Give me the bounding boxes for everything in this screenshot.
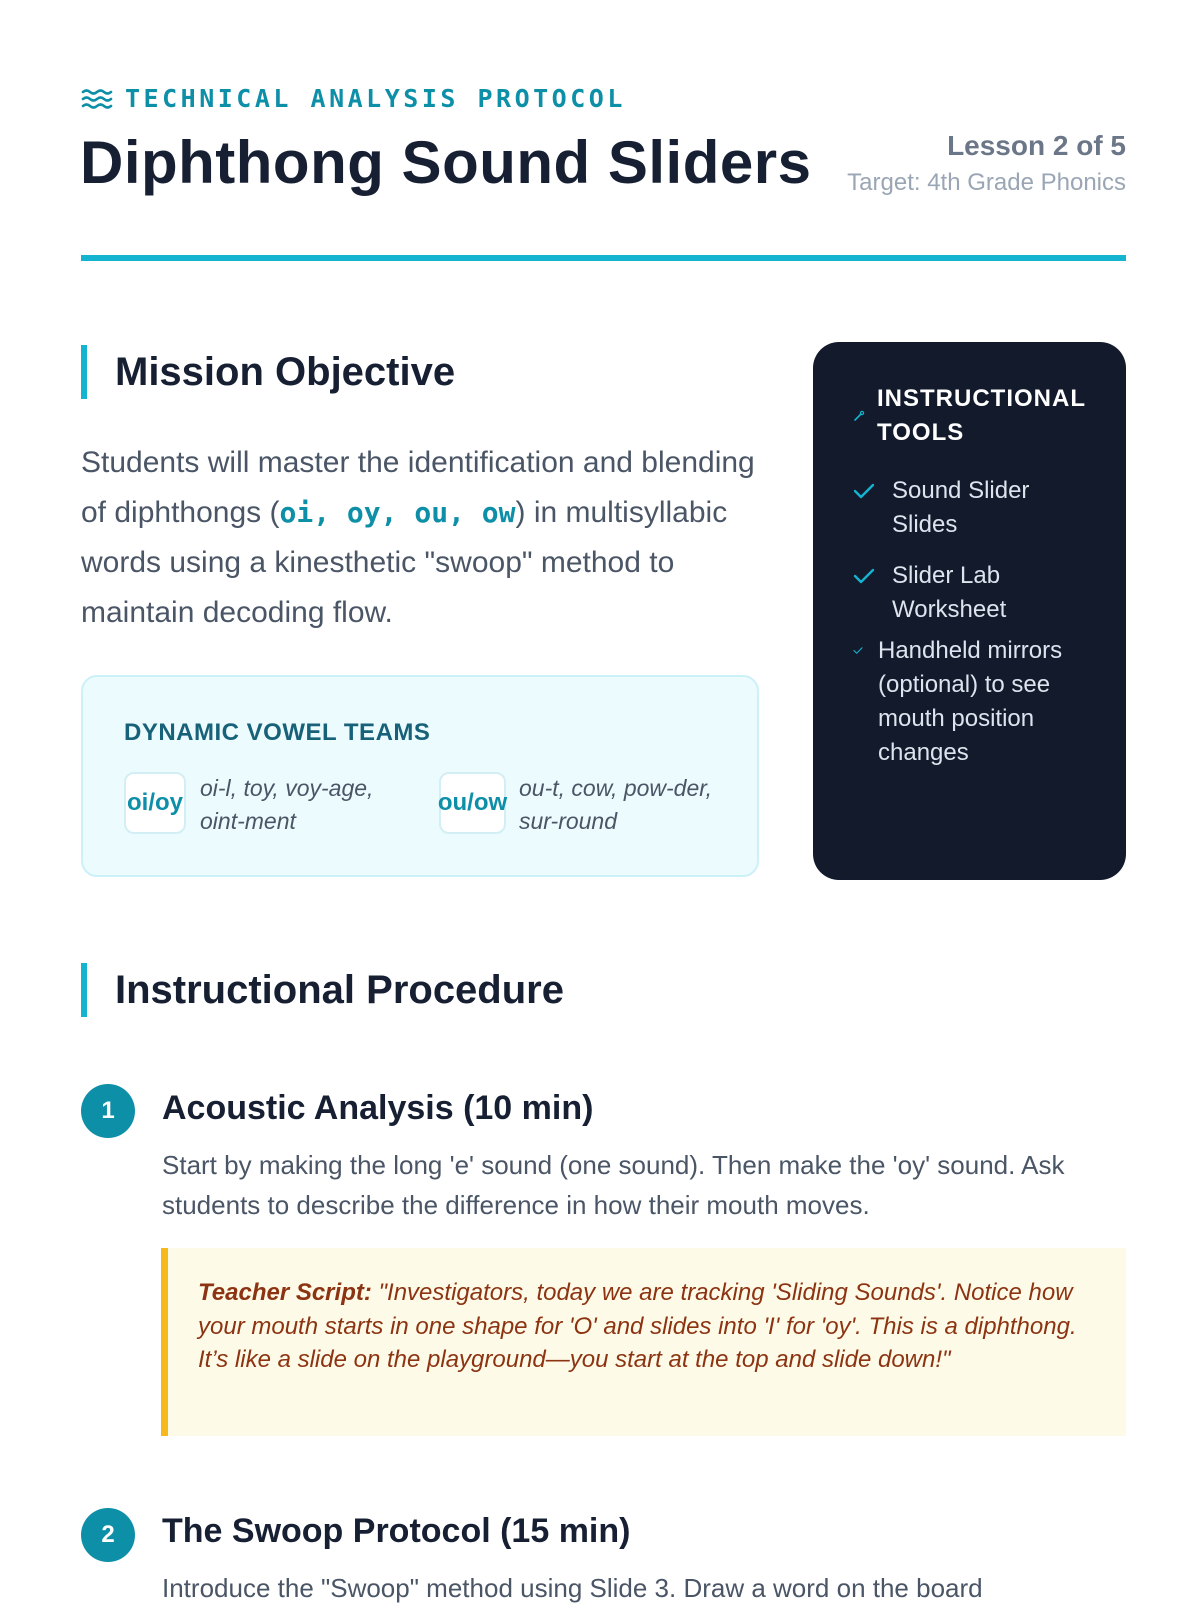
diphthong-patterns: oi, oy, ou, ow (279, 496, 516, 529)
tool-item: Handheld mirrors (optional) to see mouth position changes (878, 637, 1063, 766)
instructional-tools-card (813, 342, 1126, 880)
objective-text-after: ) in multisyllabic words using a kinesthetic "swoop" method to maintain decoding flow. (81, 496, 728, 629)
teacher-script-label: Teacher Script: (198, 1279, 372, 1306)
objective-text-before: Students will master the identification and blending of diphthongs ( (81, 446, 755, 529)
section-accent-bar (81, 963, 87, 1017)
vowel-team-examples: ou-t, cow, pow-der, sur-round (519, 775, 713, 834)
mission-section-header (81, 345, 455, 399)
header-divider (81, 255, 1126, 261)
teacher-script-callout (161, 1248, 1126, 1436)
tools-heading: INSTRUCTIONAL TOOLS (877, 385, 1086, 446)
tool-item: Slider Lab Worksheet (892, 562, 1007, 623)
vowel-team-chip: oi/oy (124, 772, 186, 834)
step-description: Introduce the "Swoop" method using Slide 3. Draw a word on the board (162, 1573, 983, 1603)
check-icon (853, 567, 875, 585)
step-description: Start by making the long 'e' sound (one sound). Then make the 'oy' sound. Ask students to describe the difference in how their mouth moves. (162, 1150, 1065, 1220)
mission-objective-text (81, 438, 781, 638)
header-kicker (81, 84, 626, 113)
teacher-script-text: "Investigators, today we are tracking 'Sliding Sounds'. Notice how your mouth starts in one shape for 'O' and slides into 'I' for 'oy'. This is a diphthong. It’s like a slide on the playground—you start at the top and slide down!" (198, 1279, 1077, 1373)
check-icon (853, 482, 875, 500)
vowel-teams-box (81, 675, 759, 877)
lesson-meta (847, 128, 1126, 200)
vowel-team-examples: oi-l, toy, voy-age, oint-ment (200, 775, 374, 834)
step-number-badge: 2 (81, 1508, 135, 1562)
vowel-team-chip: ou/ow (439, 772, 506, 834)
lesson-count: Lesson 2 of 5 (947, 130, 1126, 161)
step-number-badge: 1 (81, 1084, 135, 1138)
waves-icon (81, 87, 113, 111)
section-accent-bar (81, 345, 87, 399)
tool-item: Sound Slider Slides (892, 477, 1030, 538)
step-title: Acoustic Analysis (10 min) (162, 1089, 594, 1127)
vowel-teams-heading: DYNAMIC VOWEL TEAMS (124, 719, 431, 746)
procedure-section-header (81, 963, 564, 1017)
page-title: Diphthong Sound Sliders (80, 129, 812, 196)
lesson-target: Target: 4th Grade Phonics (847, 169, 1126, 196)
kicker-label: TECHNICAL ANALYSIS PROTOCOL (125, 84, 626, 113)
check-icon (853, 646, 863, 655)
procedure-heading: Instructional Procedure (115, 967, 564, 1012)
mission-heading: Mission Objective (115, 349, 456, 394)
step-title: The Swoop Protocol (15 min) (162, 1512, 631, 1550)
wrench-icon (853, 410, 865, 422)
